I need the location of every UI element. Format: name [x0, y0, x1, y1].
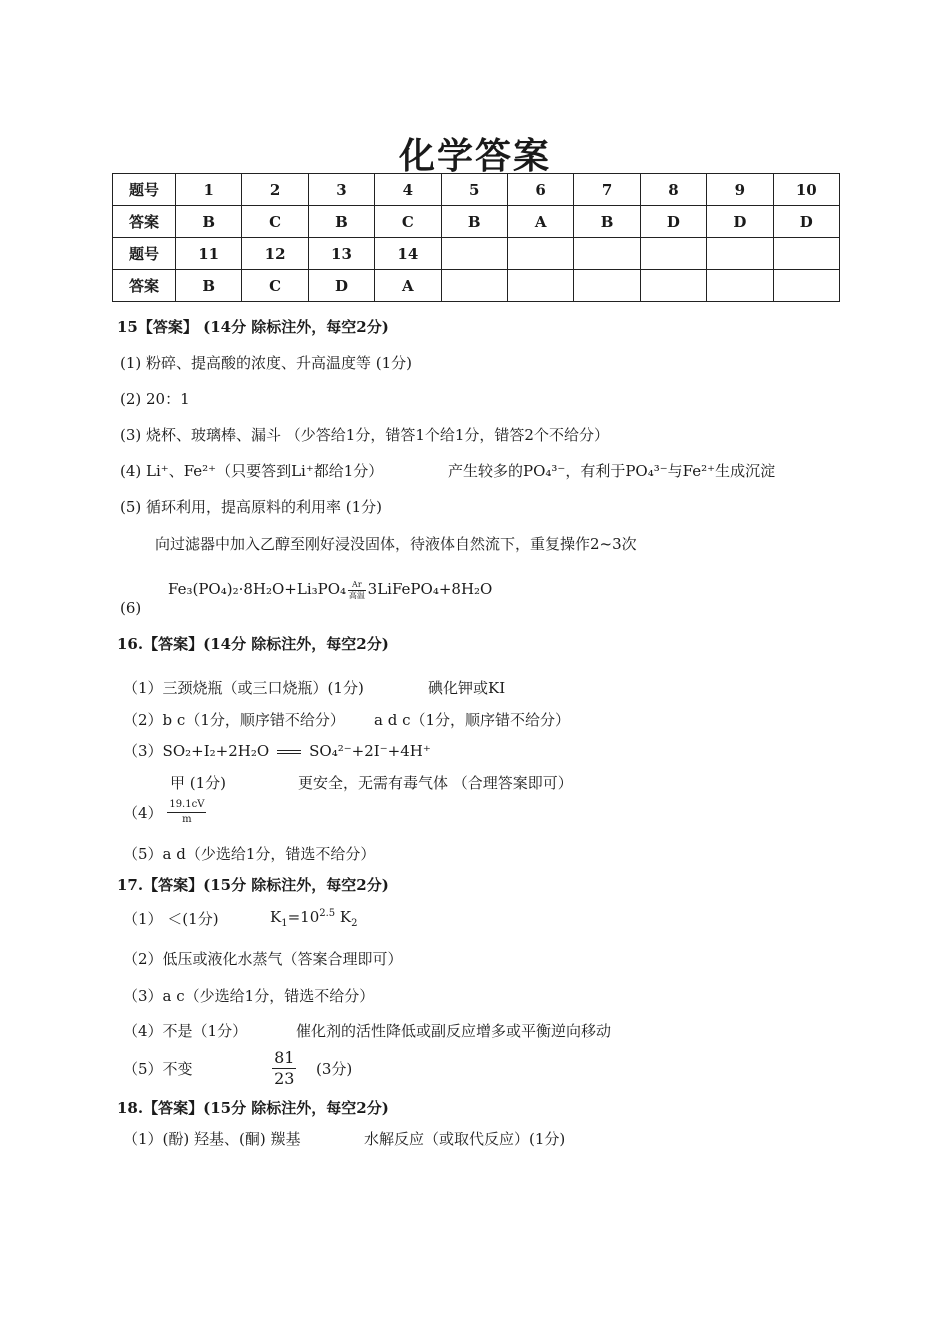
table-cell	[773, 270, 839, 302]
q15-part1: (1) 粉碎、提高酸的浓度、升高温度等 (1分)	[120, 354, 413, 372]
table-cell	[640, 270, 706, 302]
table-cell: 8	[640, 174, 706, 206]
q15-part6-equation	[168, 580, 492, 600]
q16-part3b: 甲 (1分)	[170, 774, 227, 792]
table-cell: B	[176, 270, 242, 302]
table-cell	[574, 238, 640, 270]
fraction-denominator: m	[182, 814, 192, 825]
q18-part1b: 水解反应（或取代反应）(1分)	[364, 1130, 566, 1148]
equals-sign	[277, 748, 301, 756]
table-row-header: 题号	[113, 238, 176, 270]
table-row	[113, 270, 840, 302]
q17-part1a: （1） ＜(1分)	[123, 910, 219, 928]
table-cell: 4	[375, 174, 441, 206]
table-cell: B	[574, 206, 640, 238]
fraction-numerator: 19.1cV	[167, 800, 206, 813]
table-cell	[441, 238, 507, 270]
reaction-arrow	[348, 581, 366, 600]
table-cell: D	[707, 206, 773, 238]
q16-part3-equation	[123, 740, 431, 761]
table-cell	[773, 238, 839, 270]
q17-part4b: 催化剂的活性降低或副反应增多或平衡逆向移动	[296, 1022, 612, 1040]
table-cell: B	[308, 206, 374, 238]
table-row-header: 题号	[113, 174, 176, 206]
table-cell: B	[441, 206, 507, 238]
q17-part1b: $K_1=10^{2.5}$ $K_2$	[270, 908, 358, 929]
table-cell: 1	[176, 174, 242, 206]
table-cell: B	[176, 206, 242, 238]
fraction-numerator: 81	[274, 1048, 295, 1067]
q16-part2a: （2）b c（1分，顺序错不给分）	[123, 711, 345, 729]
q16-header: 16.【答案】(14分 除标注外，每空2分)	[117, 635, 389, 653]
table-cell	[707, 270, 773, 302]
table-cell	[441, 270, 507, 302]
page-title: 化学答案	[398, 135, 551, 177]
q17-part5	[123, 1050, 352, 1087]
q16-part1b: 碘化钾或KI	[428, 679, 506, 697]
q17-header: 17.【答案】(15分 除标注外，每空2分)	[117, 876, 389, 894]
table-cell: D	[773, 206, 839, 238]
table-cell: 3	[308, 174, 374, 206]
q16-eq-left: SO₂+I₂+2H₂O	[162, 742, 270, 760]
fraction-denominator: 23	[274, 1069, 295, 1088]
table-cell	[507, 270, 573, 302]
q16-part3c: 更安全，无需有毒气体 （合理答案即可）	[298, 774, 573, 792]
q15-part3: (3) 烧杯、玻璃棒、漏斗 （少答给1分，错答1个给1分，错答2个不给分）	[120, 426, 609, 444]
q16-fraction	[167, 800, 206, 825]
table-row	[113, 238, 840, 270]
q17-part5-label: （5）不变	[123, 1060, 193, 1078]
table-cell: C	[375, 206, 441, 238]
q17-part2: （2）低压或液化水蒸气（答案合理即可）	[123, 950, 403, 968]
q16-part1a: （1）三颈烧瓶（或三口烧瓶）(1分)	[123, 679, 364, 697]
table-cell: C	[242, 270, 308, 302]
q18-header: 18.【答案】(15分 除标注外，每空2分)	[117, 1099, 389, 1117]
table-cell: 7	[574, 174, 640, 206]
table-cell	[507, 238, 573, 270]
table-cell: 2	[242, 174, 308, 206]
table-cell	[574, 270, 640, 302]
q17-fraction	[272, 1050, 296, 1087]
q15-part5a: (5) 循环利用，提高原料的利用率 (1分)	[120, 498, 383, 516]
q16-part3-label: （3）	[123, 742, 163, 760]
arrow-condition-top: Ar	[348, 581, 366, 591]
q17-part3: （3）a c（少选给1分，错选不给分）	[123, 987, 375, 1005]
table-cell: 9	[707, 174, 773, 206]
q15-part5b: 向过滤器中加入乙醇至刚好浸没固体，待液体自然流下，重复操作2~3次	[155, 535, 637, 553]
q17-part4a: （4）不是（1分）	[123, 1022, 248, 1040]
table-cell	[707, 238, 773, 270]
q16-eq-right: SO₄²⁻+2I⁻+4H⁺	[309, 742, 431, 760]
q16-part5: （5）a d（少选给1分，错选不给分）	[123, 845, 376, 863]
table-cell: A	[507, 206, 573, 238]
q15-header: 15【答案】 (14分 除标注外，每空2分)	[117, 318, 389, 336]
table-cell: D	[308, 270, 374, 302]
table-cell: 13	[308, 238, 374, 270]
table-row-header: 答案	[113, 270, 176, 302]
q15-part4b: 产生较多的PO₄³⁻，有利于PO₄³⁻与Fe²⁺生成沉淀	[448, 462, 776, 480]
table-row-header: 答案	[113, 206, 176, 238]
q15-eq-left: Fe₃(PO₄)₂·8H₂O+Li₃PO₄	[168, 580, 347, 598]
table-cell: 12	[242, 238, 308, 270]
table-cell: A	[375, 270, 441, 302]
table-cell: 6	[507, 174, 573, 206]
table-cell: C	[242, 206, 308, 238]
q15-eq-right: 3LiFePO₄+8H₂O	[367, 580, 493, 598]
q18-part1a: （1）(酚) 羟基、(酮) 羰基	[123, 1130, 301, 1148]
q17-part5-score: (3分)	[316, 1060, 353, 1078]
q15-part2: (2) 20：1	[120, 390, 190, 408]
table-row	[113, 206, 840, 238]
table-cell: 5	[441, 174, 507, 206]
arrow-condition-bottom: 高温	[348, 590, 365, 600]
answer-table	[112, 173, 840, 302]
q15-part4a: (4) Li⁺、Fe²⁺（只要答到Li⁺都给1分）	[120, 462, 384, 480]
table-cell: D	[640, 206, 706, 238]
q15-part6-label: (6)	[120, 599, 142, 617]
table-row	[113, 174, 840, 206]
table-cell: 10	[773, 174, 839, 206]
q16-part4-label: （4）	[123, 804, 163, 822]
table-cell: 11	[176, 238, 242, 270]
table-cell	[640, 238, 706, 270]
q16-part2b: a d c（1分，顺序错不给分）	[374, 711, 571, 729]
table-cell: 14	[375, 238, 441, 270]
q16-part4	[123, 800, 206, 825]
